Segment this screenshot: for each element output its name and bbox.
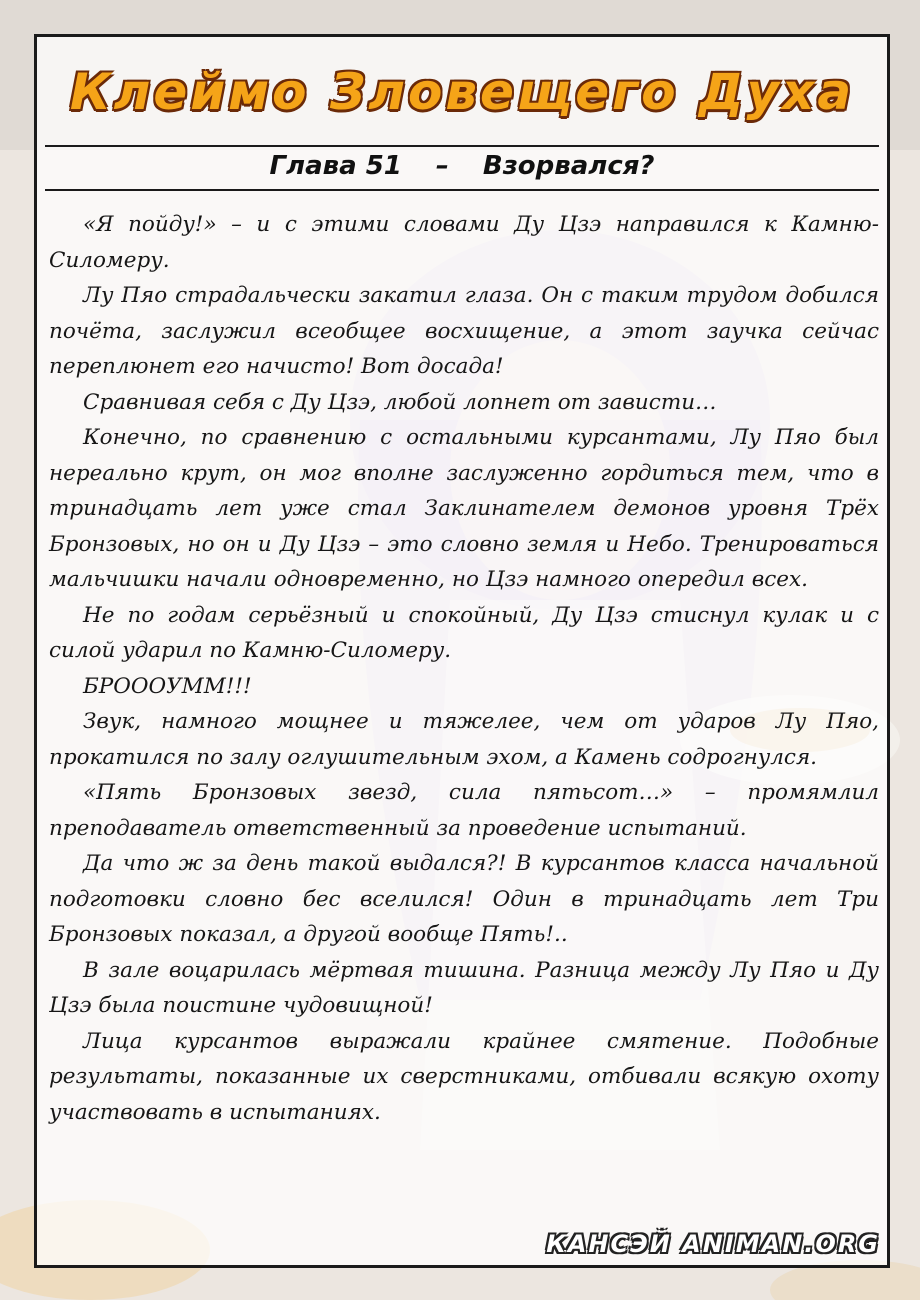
series-title: Клеймо Зловещего Духа (69, 63, 855, 121)
translator-credit: КАНСЭЙ ANIMAN.ORG (546, 1230, 880, 1258)
paragraph: Сравнивая себя с Ду Цзэ, любой лопнет от зависти… (83, 389, 717, 415)
story-text (49, 207, 879, 1130)
chapter-label: Глава 51 (269, 151, 402, 181)
chapter-rule-top (45, 145, 879, 147)
chapter-heading (37, 151, 887, 181)
chapter-dash: – (435, 151, 449, 181)
paragraph: Звук, намного мощнее и тяжелее, чем от ударов Лу Пяо, прокатился по залу оглушительным эхом, а Камень содрогнулся. (49, 709, 879, 770)
paragraph: Не по годам серьёзный и спокойный, Ду Цзэ стиснул кулак и с силой ударил по Камню-Силомеру. (49, 602, 879, 663)
paragraph: Да что ж за день такой выдался?! В курсантов класса начальной подготовки словно бес вселился! Один в тринадцать лет Три Бронзовых показал, а другой вообще Пять!.. (49, 851, 879, 947)
chapter-rule-bottom (45, 189, 879, 191)
paragraph: «Я пойду!» – и с этими словами Ду Цзэ направился к Камню-Силомеру. (49, 212, 879, 273)
paragraph: Лица курсантов выражали крайнее смятение. Подобные результаты, показанные их сверстниками, отбивали всякую охоту участвовать в испытаниях. (49, 1028, 879, 1125)
text-panel (34, 34, 890, 1268)
chapter-name: Взорвался? (482, 151, 655, 181)
paragraph: В зале воцарилась мёртвая тишина. Разница между Лу Пяо и Ду Цзэ была поистине чудовищной! (49, 957, 879, 1018)
paragraph: Лу Пяо страдальчески закатил глаза. Он с таким трудом добился почёта, заслужил всеобщее восхищение, а этот заучка сейчас переплюнет его начисто! Вот досада! (49, 283, 879, 379)
paragraph: БРОООУММ!!! (83, 673, 252, 699)
paragraph: «Пять Бронзовых звезд, сила пятьсот…» – промямлил преподаватель ответственный за проведение испытаний. (49, 780, 879, 841)
paragraph: Конечно, по сравнению с остальными курсантами, Лу Пяо был нереально крут, он мог вполне заслуженно гордиться тем, что в тринадцать лет уже стал Заклинателем демонов уровня Трёх Бронзовых, но он и Ду Цзэ – это словно земля и Небо. Тренироваться мальчишки начали одновременно, но Цзэ намного опередил всех. (49, 425, 879, 592)
